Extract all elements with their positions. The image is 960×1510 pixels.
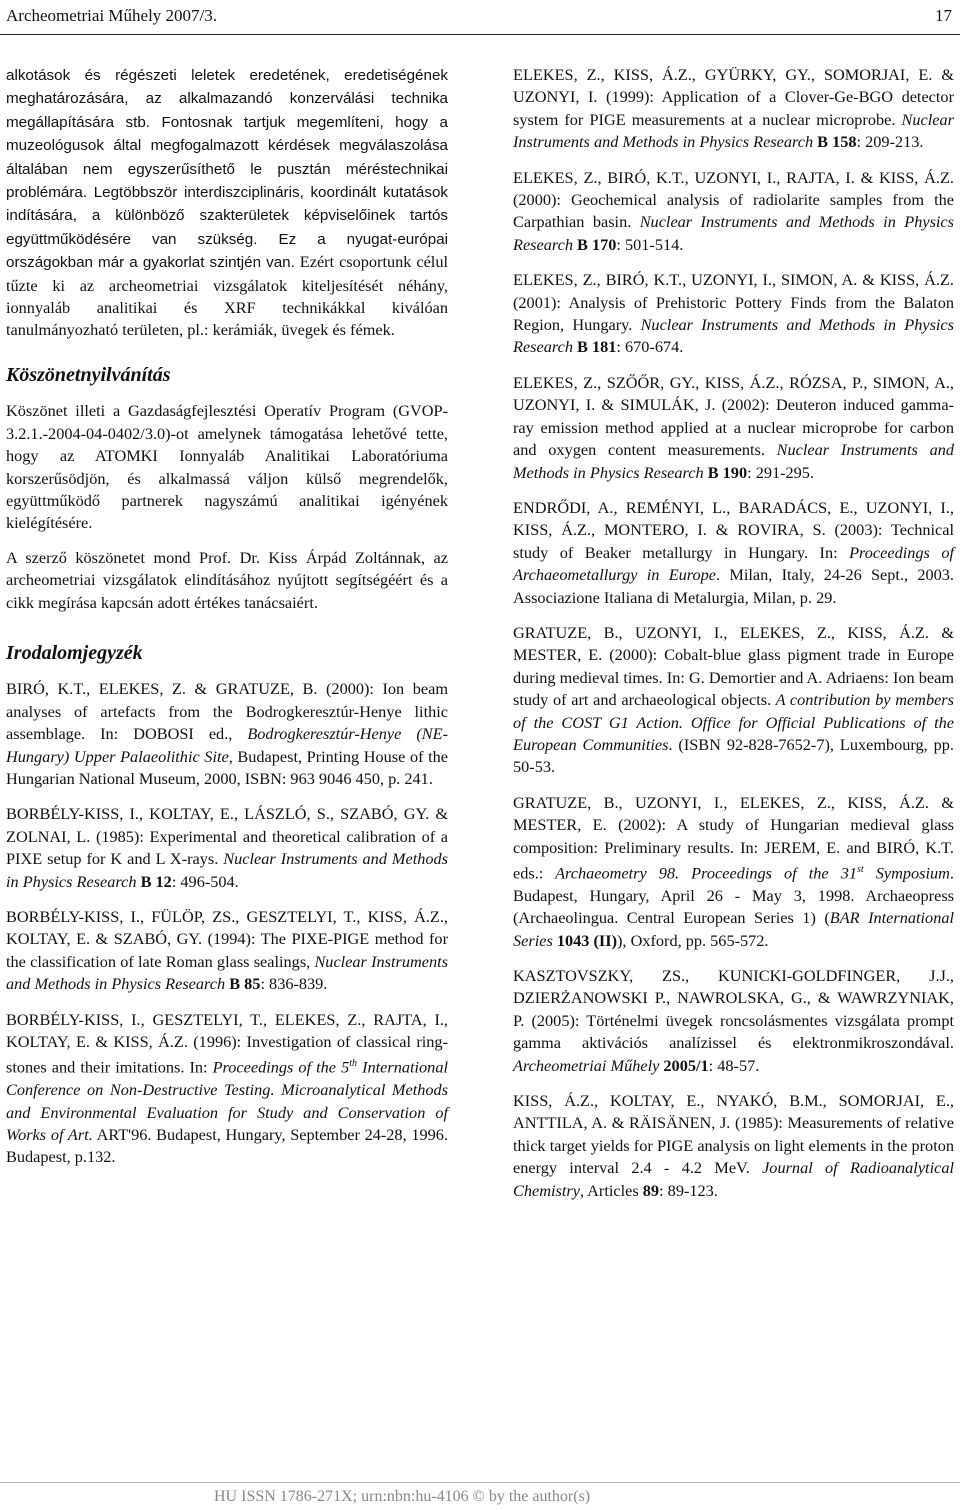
reference-item: GRATUZE, B., UZONYI, I., ELEKES, Z., KISS, Á.Z. & MESTER, E. (2002): A study of Hungarian medieval glass composition: Preliminary results. In: JEREM, E. and BIRÓ, K.T. eds.: Archaeometry 98. Proceedings of the 31st Symposium. Budapest, Hungary, April 26 - May 3, 1998. Archaeopress (Archaeolingua. Central European Series 1) (BAR International Series 1043 (II)), Oxford, pp. 565-572.: [513, 792, 954, 950]
page-number: 17: [935, 6, 952, 25]
reference-item: ELEKES, Z., BIRÓ, K.T., UZONYI, I., SIMON, A. & KISS, Á.Z. (2001): Analysis of Prehistoric Pottery Finds from the Balaton Region, Hungary. Nuclear Instruments and Methods in Physics Research B 181: 670-674.: [513, 270, 954, 357]
acknowledgement-paragraph: A szerző köszönetet mond Prof. Dr. Kiss Árpád Zoltánnak, az archeometriai vizsgálatok elindításához nyújtott segítségéért és a cikk megírása kapcsán adott értékes tanácsaiért.: [6, 547, 448, 612]
page-header: [0, 0, 960, 35]
left-column: [6, 64, 448, 1182]
page-footer: [0, 1484, 960, 1510]
reference-item: KISS, Á.Z., KOLTAY, E., NYAKÓ, B.M., SOMORJAI, E., ANTTILA, A. & RÄISÄNEN, J. (1985): Measurements of relative thick target yields for PIGE analysis on light elements in the proton energy interval 2.4 - 4.2 MeV. Journal of Radioanalytical Chemistry, Articles 89: 89-123.: [513, 1091, 954, 1200]
reference-item: GRATUZE, B., UZONYI, I., ELEKES, Z., KISS, Á.Z. & MESTER, E. (2000): Cobalt-blue glass pigment trade in Europe during medieval times. In: G. Demortier and A. Adriaens: Ion beam study of art and archaeological objects. A contribution by members of the COST G1 Action. Office for Official Publications of the European Communities. (ISBN 92-828-7652-7), Luxembourg, pp. 50-53.: [513, 622, 954, 777]
references-heading: Irodalomjegyzék: [6, 641, 143, 664]
right-column: [513, 64, 954, 1215]
acknowledgement-heading: Köszönetnyilvánítás: [6, 363, 171, 386]
reference-item: BIRÓ, K.T., ELEKES, Z. & GRATUZE, B. (2000): Ion beam analyses of artefacts from the Bodrogkeresztúr-Henye lithic assemblage. In: DOBOSI ed., Bodrogkeresztúr-Henye (NE-Hungary) Upper Palaeolithic Site, Budapest, Printing House of the Hungarian National Museum, 2000, ISBN: 963 9046 450, p. 241.: [6, 679, 449, 788]
body-paragraph: alkotások és régészeti leletek eredetének, eredetiségének meghatározására, az alkalmazandó konzerválási technika megállapítására stb. Fontosnak tartjuk megemlíteni, hogy a muzeológusok által megfogalmazott kérdések megválaszolása általában nem egyszerűsíthető le pusztán méréstechnikai problémára. Legtöbbször interdiszciplináris, koordinált kutatások indítására, a különböző szakterületek képviselőinek tartós együttműködésére van szükség. Ez a nyugat-európai országokban már a gyakorlat szintjén van. Ezért csoportunk célul tűzte ki az archeometriai vizsgálatok kiteljesítését néhány, ionnyaláb analitikai és XRF technikákkal kiválóan tanulmányozható területen, pl.: kerámiák, üvegek és fémek.: [6, 67, 448, 340]
reference-item: ENDRŐDI, A., REMÉNYI, L., BARADÁCS, E., UZONYI, I., KISS, Á.Z., MONTERO, I. & ROVIRA, S. (2003): Technical study of Beaker metallurgy in Hungary. In: Proceedings of Archaeometallurgy in Europe. Milan, Italy, 24-26 Sept., 2003. Associazione Italiana di Metalurgia, Milan, p. 29.: [513, 497, 954, 607]
reference-item: BORBÉLY-KISS, I., FÜLÖP, ZS., GESZTELYI, T., KISS, Á.Z., KOLTAY, E. & SZABÓ, GY. (1994): The PIXE-PIGE method for the classification of late Roman glass sealings, Nuclear Instruments and Methods in Physics Research B 85: 836-839.: [6, 907, 448, 994]
journal-title: Archeometriai Műhely 2007/3.: [6, 6, 218, 25]
footer-rule: [0, 1482, 960, 1483]
reference-item: BORBÉLY-KISS, I., KOLTAY, E., LÁSZLÓ, S., SZABÓ, GY. & ZOLNAI, L. (1985): Experimental and theoretical calibration of a PIXE setup for K and L X-rays. Nuclear Instruments and Methods in Physics Research B 12: 496-504.: [6, 804, 449, 891]
reference-item: KASZTOVSZKY, ZS., KUNICKI-GOLDFINGER, J.J., DZIERŻANOWSKI P., NAWROLSKA, G., & WAWRZYNIAK, P. (2005): Történelmi üvegek roncsolásmentes vizsgálata prompt gamma aktivációs analízissel és elektronmikroszondával. Archeometriai Műhely 2005/1: 48-57.: [513, 966, 954, 1075]
reference-item: ELEKES, Z., KISS, Á.Z., GYÜRKY, GY., SOMORJAI, E. & UZONYI, I. (1999): Application of a Clover-Ge-BGO detector system for PIGE measurements at a nuclear microprobe. Nuclear Instruments and Methods in Physics Research B 158: 209-213.: [513, 65, 955, 152]
footer-text: HU ISSN 1786-271X; urn:nbn:hu-4106 © by the author(s): [214, 1488, 591, 1505]
reference-item: ELEKES, Z., BIRÓ, K.T., UZONYI, I., RAJTA, I. & KISS, Á.Z. (2000): Geochemical analysis of radiolarite samples from the Carpathian basin. Nuclear Instruments and Methods in Physics Research B 170: 501-514.: [513, 167, 954, 254]
reference-item: ELEKES, Z., SZŐŐR, GY., KISS, Á.Z., RÓZSA, P., SIMON, A., UZONYI, I. & SIMULÁK, J. (2002): Deuteron induced gamma-ray emission method applied at a nuclear microprobe for carbon and oxygen content measurements. Nuclear Instruments and Methods in Physics Research B 190: 291-295.: [513, 372, 954, 482]
reference-item: BORBÉLY-KISS, I., GESZTELYI, T., ELEKES, Z., RAJTA, I., KOLTAY, E. & KISS, Á.Z. (1996): Investigation of classical ring-stones and their imitations. In: Proceedings of the 5th International Conference on Non-Destructive Testing. Microanalytical Methods and Environmental Evaluation for Study and Conservation of Works of Art. ART'96. Budapest, Hungary, September 24-28, 1996. Budapest, p.132.: [6, 1009, 448, 1167]
acknowledgement-paragraph: Köszönet illeti a Gazdaságfejlesztési Operatív Program (GVOP-3.2.1.-2004-04-0402/3.0)-ot amelynek támogatása lehetővé tette, hogy az ATOMKI Ionnyaláb Analitikai Laboratóriuma korszerűsödjön, és alkalmassá váljon külső megrendelők, együttműködő partnerek nagyszámú analitikai igényének kielégítésére.: [6, 401, 448, 533]
